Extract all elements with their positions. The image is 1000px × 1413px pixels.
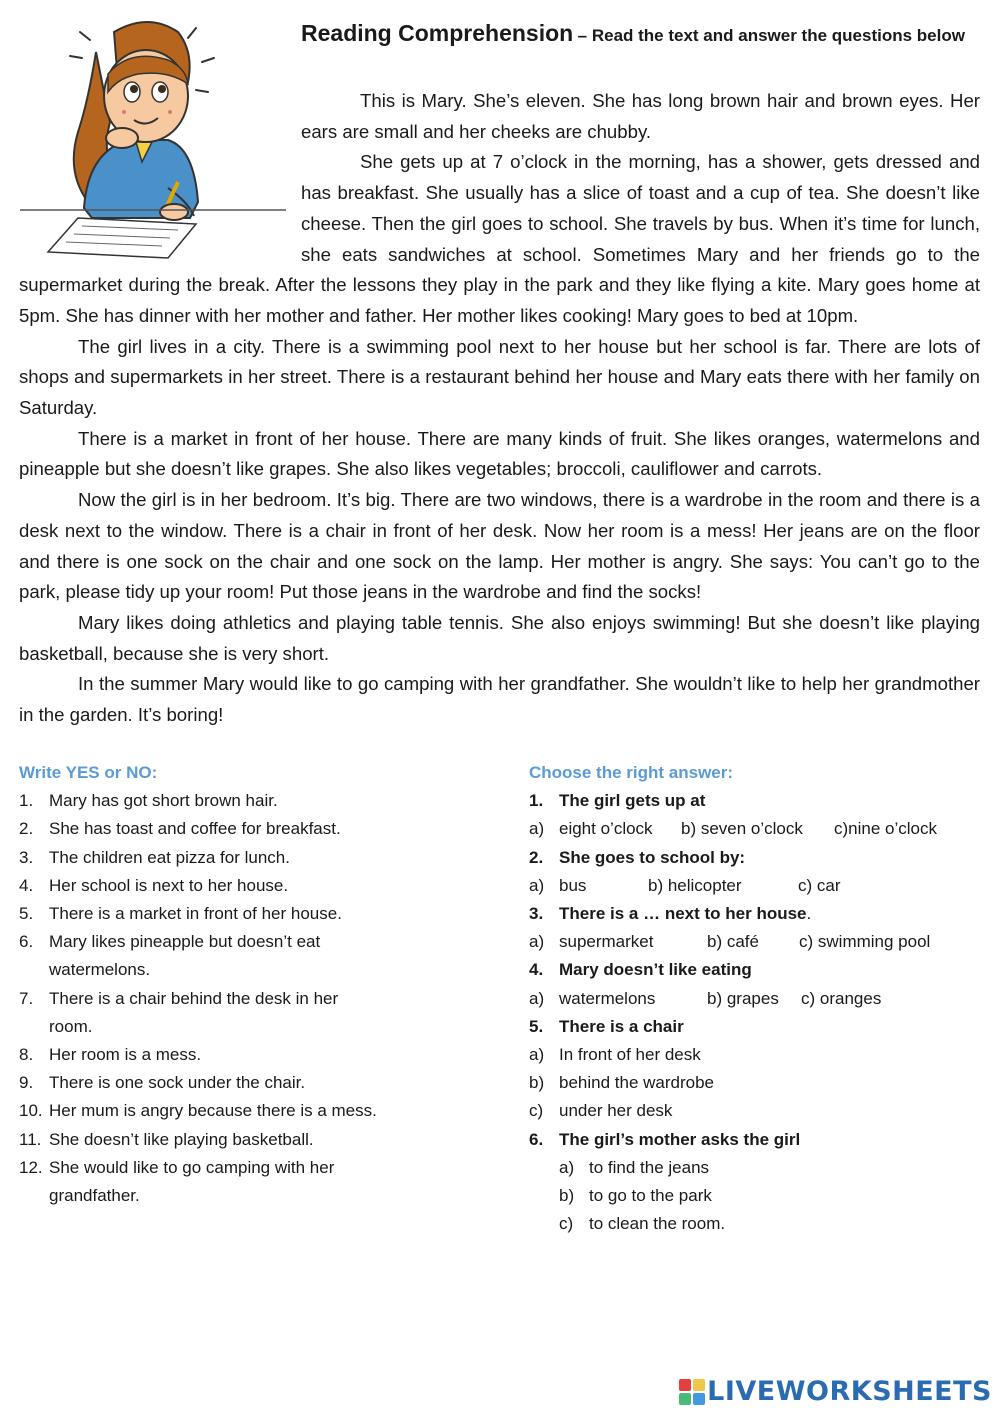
story-paragraph-7: In the summer Mary would like to go camping with her grandfather. She wouldn’t like to help her grandmother in the garden. It’s boring! [19,673,980,726]
question-6: 6. The girl’s mother asks the girl [529,1129,801,1149]
liveworksheets-logo [679,1376,992,1407]
yes-no-section [19,759,489,1210]
question-5-option: c) under her desk [529,1101,673,1121]
question-1: 1. The girl gets up at [529,791,706,811]
page-title [301,20,965,47]
list-item: 6. Mary likes pineapple but doesn’t eat watermelons. [19,932,321,980]
question-3: 3. There is a … next to her house. [529,904,812,924]
list-item: 4. Her school is next to her house. [19,875,289,895]
story-paragraph-6: Mary likes doing athletics and playing table tennis. She also enjoys swimming! But she doesn’t like playing basketball, because she is very short. [19,611,980,664]
question-1-options: a) eight o’clock b) seven o’clock c)nine o’clock [529,819,937,839]
list-item: 12. She would like to go camping with her grandfather. [19,1157,335,1206]
story-paragraph-4: There is a market in front of her house. There are many kinds of fruit. She likes oranges, watermelons and pineapple but she doesn’t like grapes. She also likes vegetables; broccoli, cauliflower and carrots. [19,427,980,480]
question-6-option: c) to clean the room. [559,1214,726,1234]
title-main: Reading Comprehension [301,20,574,46]
list-item: 1. Mary has got short brown hair. [19,791,278,811]
choose-heading: Choose the right answer: [529,763,734,782]
question-3-options: a) supermarket b) café c) swimming pool [529,932,931,952]
question-4: 4. Mary doesn’t like eating [529,960,752,980]
story-paragraph-3: The girl lives in a city. There is a swimming pool next to her house but her school is far. There are lots of shops and supermarkets in her street. There is a restaurant behind her house and Mary eats there with her family on Saturday. [19,335,980,419]
question-5-option: a) In front of her desk [529,1045,701,1065]
list-item: 9. There is one sock under the chair. [19,1073,306,1093]
yes-no-list [19,787,489,1210]
list-item: 3. The children eat pizza for lunch. [19,847,290,867]
question-5: 5. There is a chair [529,1016,684,1036]
question-2-options: a) bus b) helicopter c) car [529,875,841,895]
question-2: 2. She goes to school by: [529,847,746,867]
story-paragraph-5: Now the girl is in her bedroom. It’s big. There are two windows, there is a wardrobe in the room and there is a desk next to the window. There is a chair in front of her desk. Now her room is a mess! Her jeans are on the floor and there is one sock on the chair and one sock on the lamp. Her mother is angry. She says: You can’t go to the park, please tidy up your room! Put those jeans in the wardrobe and find the socks! [19,489,980,603]
list-item: 11. She doesn’t like playing basketball. [19,1129,314,1149]
multiple-choice-section [529,759,979,1238]
question-4-options: a) watermelons b) grapes c) oranges [529,988,882,1008]
logo-text: LIVEWORKSHEETS [707,1376,992,1407]
list-item: 7. There is a chair behind the desk in her room. [19,988,339,1036]
list-item: 8. Her room is a mess. [19,1045,202,1065]
yes-no-heading: Write YES or NO: [19,763,158,782]
question-6-option: a) to find the jeans [559,1157,710,1177]
logo-blocks-icon [679,1379,705,1405]
question-6-option: b) to go to the park [559,1186,712,1206]
story-paragraph-1: This is Mary. She’s eleven. She has long brown hair and brown eyes. Her ears are small and her cheeks are chubby. [301,90,980,142]
list-item: 2. She has toast and coffee for breakfast. [19,819,341,839]
reading-text [19,86,980,731]
list-item: 10. Her mum is angry because there is a mess. [19,1101,377,1121]
question-5-option: b) behind the wardrobe [529,1073,715,1093]
title-instructions: – Read the text and answer the questions below [577,26,965,45]
list-item: 5. There is a market in front of her house. [19,904,342,924]
story-paragraph-2: She gets up at 7 o’clock in the morning, has a shower, gets dressed and has breakfast. She usually has a slice of toast and a cup of tea. She doesn’t like cheese. Then the girl goes to school. She travels by bus. When it’s time for lunch, she eats sandwiches at school. Sometimes Mary and her friends go to the supermarket during the break. After the lessons they play in the park and they like flying a kite. Mary goes home at 5pm. She has dinner with her mother and father. Her mother likes cooking! Mary goes to bed at 10pm. [19,151,980,326]
